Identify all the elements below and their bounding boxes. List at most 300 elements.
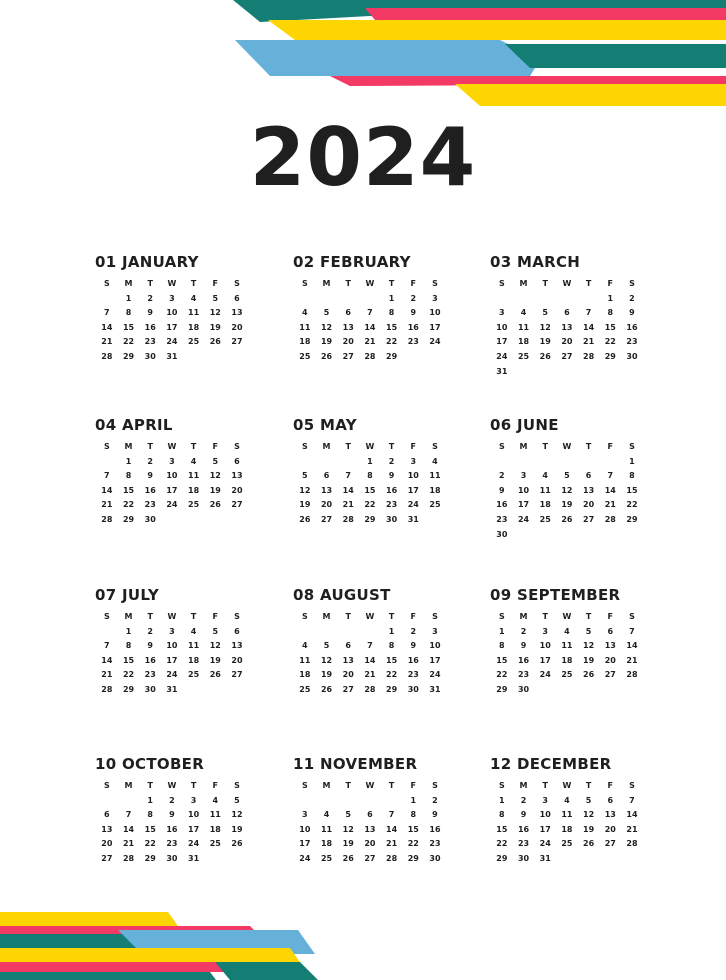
day-cell: 8: [388, 308, 395, 318]
day-cell: 14: [364, 655, 376, 665]
day-cell: 13: [364, 824, 376, 834]
day-cell: 17: [517, 500, 530, 510]
day-cell: 16: [144, 655, 156, 665]
day-cell: 16: [144, 322, 156, 332]
weekday-label: S: [234, 781, 240, 790]
stripe-red-bottom: [0, 926, 258, 934]
day-cell: 24: [429, 670, 441, 680]
day-cell: 5: [323, 641, 330, 651]
weekday-label: M: [322, 612, 331, 621]
day-cell: 3: [542, 626, 548, 636]
day-cell: 6: [104, 810, 110, 820]
weekday-label: W: [167, 612, 177, 621]
day-cell: 24: [539, 839, 551, 849]
day-cell: 4: [190, 456, 197, 466]
weekday-label: M: [519, 279, 528, 288]
day-cell: 13: [231, 308, 243, 318]
day-cell: 4: [564, 795, 570, 805]
weekday-label: M: [124, 612, 133, 621]
day-cell: 8: [499, 810, 505, 820]
day-cell: 21: [364, 337, 376, 347]
day-cell: 5: [234, 795, 240, 805]
day-cell: 8: [125, 308, 132, 318]
day-cell: 21: [101, 337, 113, 347]
weekday-label: S: [103, 612, 110, 621]
weekday-label: S: [629, 442, 635, 451]
day-cell: 20: [342, 337, 354, 347]
day-cell: 10: [496, 322, 508, 332]
day-cell: 21: [101, 500, 113, 510]
day-cell: 6: [234, 626, 240, 636]
stripe-blue-bottom: [118, 930, 315, 954]
stripe-teal-bottom-2: [215, 962, 318, 980]
day-cell: 9: [147, 308, 153, 318]
weekday-label: W: [365, 781, 375, 790]
day-cell: 11: [561, 810, 573, 820]
day-cell: 11: [299, 322, 311, 332]
stripe-yellow-top: [268, 20, 726, 40]
day-cell: 13: [101, 824, 113, 834]
day-cell: 11: [188, 308, 200, 318]
day-cell: 19: [539, 337, 551, 347]
day-cell: 23: [429, 839, 441, 849]
day-cell: 4: [542, 471, 548, 481]
day-cell: 24: [407, 500, 419, 510]
day-cell: 12: [209, 641, 221, 651]
day-cell: 10: [517, 485, 530, 495]
month-october: [96, 755, 246, 867]
day-cell: 29: [496, 853, 508, 863]
weekday-label: S: [498, 781, 505, 790]
weekday-label: F: [212, 612, 219, 621]
weekday-label: M: [124, 279, 133, 288]
day-cell: 15: [364, 485, 376, 495]
weekday-label: S: [629, 612, 635, 621]
day-cell: 11: [188, 641, 200, 651]
day-cell: 8: [367, 471, 373, 481]
month-title: 06 JUNE: [490, 416, 559, 434]
day-cell: 10: [166, 471, 178, 481]
day-grid: [96, 610, 246, 698]
weekday-label: S: [301, 442, 308, 451]
day-cell: 5: [302, 471, 308, 481]
day-cell: 21: [122, 839, 135, 849]
day-cell: 9: [629, 308, 635, 318]
day-cell: 19: [320, 337, 333, 347]
day-cell: 10: [539, 810, 551, 820]
day-cell: 21: [626, 655, 638, 665]
day-cell: 24: [188, 839, 200, 849]
day-cell: 4: [212, 795, 219, 805]
weekday-label: T: [585, 442, 592, 451]
day-cell: 19: [299, 500, 311, 510]
day-cell: 25: [561, 670, 573, 680]
day-cell: 17: [188, 824, 200, 834]
day-cell: 2: [499, 471, 505, 481]
day-cell: 25: [539, 514, 551, 524]
day-cell: 27: [231, 337, 243, 347]
stripe-teal-bottom-3: [0, 972, 216, 980]
day-cell: 23: [407, 670, 419, 680]
day-cell: 31: [496, 366, 508, 376]
day-cell: 12: [583, 810, 595, 820]
day-cell: 31: [166, 351, 178, 361]
weekday-label: F: [212, 781, 219, 790]
day-cell: 28: [364, 684, 376, 694]
day-cell: 11: [539, 485, 551, 495]
day-cell: 14: [101, 655, 113, 665]
day-cell: 27: [231, 670, 243, 680]
weekday-label: M: [519, 442, 528, 451]
day-cell: 2: [147, 293, 153, 303]
day-cell: 14: [101, 485, 113, 495]
day-cell: 15: [407, 824, 419, 834]
day-cell: 25: [299, 351, 311, 361]
weekday-label: F: [410, 612, 417, 621]
day-cell: 17: [429, 322, 441, 332]
day-cell: 15: [604, 322, 616, 332]
weekday-label: W: [562, 442, 572, 451]
day-cell: 15: [144, 824, 156, 834]
month-title: 08 AUGUST: [293, 586, 391, 604]
month-december: [491, 755, 641, 867]
day-cell: 27: [604, 839, 616, 849]
month-title: 09 SEPTEMBER: [490, 586, 621, 604]
day-cell: 16: [626, 322, 638, 332]
stripe-teal-mid: [505, 44, 726, 68]
day-cell: 31: [429, 684, 441, 694]
day-cell: 18: [209, 824, 221, 834]
day-cell: 27: [342, 351, 354, 361]
day-cell: 24: [539, 670, 551, 680]
weekday-label: W: [167, 279, 177, 288]
day-cell: 7: [585, 308, 592, 318]
day-cell: 25: [209, 839, 221, 849]
day-cell: 20: [231, 485, 243, 495]
year-title: 2024: [249, 111, 477, 204]
day-cell: 27: [342, 684, 354, 694]
day-cell: 6: [564, 308, 570, 318]
day-cell: 21: [101, 670, 113, 680]
day-cell: 23: [144, 500, 156, 510]
day-cell: 27: [604, 670, 616, 680]
day-grid: [96, 779, 246, 867]
day-cell: 4: [432, 456, 438, 466]
weekday-label: S: [301, 612, 308, 621]
day-cell: 9: [410, 641, 417, 651]
day-cell: 7: [367, 641, 373, 651]
day-cell: 23: [517, 670, 530, 680]
day-cell: 18: [539, 500, 551, 510]
stripe-red-top: [365, 8, 726, 32]
stripe-yellow-bottom: [0, 912, 178, 926]
day-cell: 4: [302, 641, 308, 651]
day-cell: 17: [299, 839, 311, 849]
weekday-label: T: [542, 781, 548, 790]
weekday-label: M: [519, 612, 528, 621]
day-cell: 1: [147, 795, 153, 805]
day-cell: 2: [388, 456, 395, 466]
day-cell: 3: [520, 471, 527, 481]
day-cell: 16: [517, 824, 530, 834]
weekday-label: T: [147, 279, 153, 288]
day-cell: 27: [364, 853, 376, 863]
day-cell: 17: [539, 655, 551, 665]
day-cell: 20: [561, 337, 573, 347]
weekday-label: M: [322, 442, 331, 451]
day-cell: 5: [542, 308, 548, 318]
weekday-label: T: [585, 279, 592, 288]
day-cell: 10: [429, 308, 441, 318]
day-cell: 29: [122, 514, 135, 524]
day-cell: 30: [517, 853, 530, 863]
day-cell: 28: [101, 351, 113, 361]
day-cell: 3: [169, 293, 175, 303]
day-cell: 2: [147, 456, 153, 466]
day-cell: 20: [231, 655, 243, 665]
weekday-label: S: [234, 279, 240, 288]
month-title: 07 JULY: [95, 586, 160, 604]
weekday-label: W: [562, 279, 572, 288]
day-cell: 3: [190, 795, 197, 805]
weekday-label: T: [345, 442, 351, 451]
day-cell: 21: [386, 839, 398, 849]
day-cell: 31: [539, 853, 551, 863]
weekday-label: S: [103, 442, 110, 451]
month-title: 05 MAY: [293, 416, 357, 434]
day-cell: 13: [342, 322, 354, 332]
day-cell: 17: [166, 655, 178, 665]
day-cell: 9: [147, 641, 153, 651]
day-cell: 27: [320, 514, 333, 524]
day-cell: 15: [496, 824, 508, 834]
day-cell: 11: [517, 322, 530, 332]
day-cell: 4: [520, 308, 527, 318]
day-cell: 27: [101, 853, 113, 863]
stripe-red-mid: [330, 76, 726, 86]
weekday-label: T: [388, 612, 395, 621]
month-june: [491, 416, 641, 542]
day-cell: 20: [604, 824, 616, 834]
weekday-label: M: [519, 781, 528, 790]
day-cell: 17: [429, 655, 441, 665]
day-grid: [491, 610, 641, 698]
day-cell: 7: [125, 810, 132, 820]
weekday-label: W: [365, 612, 375, 621]
day-cell: 30: [626, 351, 638, 361]
weekday-label: S: [234, 442, 240, 451]
day-cell: 8: [410, 810, 417, 820]
day-cell: 3: [169, 626, 175, 636]
day-cell: 17: [539, 824, 551, 834]
day-cell: 22: [407, 839, 419, 849]
day-cell: 15: [496, 655, 508, 665]
day-cell: 21: [626, 824, 638, 834]
month-july: [96, 586, 246, 698]
day-cell: 15: [122, 485, 135, 495]
day-grid: [491, 277, 641, 379]
weekday-label: S: [629, 279, 635, 288]
weekday-label: T: [388, 442, 395, 451]
day-cell: 6: [607, 626, 614, 636]
day-cell: 18: [561, 824, 573, 834]
day-cell: 22: [122, 337, 135, 347]
weekday-label: S: [498, 612, 505, 621]
day-cell: 21: [604, 500, 616, 510]
weekday-label: T: [345, 612, 351, 621]
day-cell: 19: [583, 824, 595, 834]
day-cell: 11: [209, 810, 221, 820]
day-cell: 23: [496, 514, 508, 524]
weekday-label: T: [147, 612, 153, 621]
bottom-stripes: [0, 912, 318, 980]
day-cell: 12: [299, 485, 311, 495]
weekday-label: M: [124, 781, 133, 790]
day-cell: 26: [561, 514, 573, 524]
day-cell: 3: [302, 810, 308, 820]
day-cell: 16: [407, 322, 419, 332]
day-cell: 23: [626, 337, 638, 347]
day-cell: 4: [302, 308, 308, 318]
day-cell: 5: [585, 795, 592, 805]
stripe-yellow-mid: [455, 84, 726, 106]
day-cell: 14: [364, 322, 376, 332]
day-cell: 29: [626, 514, 638, 524]
day-cell: 23: [517, 839, 530, 849]
day-cell: 6: [367, 810, 373, 820]
weekday-label: S: [103, 781, 110, 790]
day-cell: 19: [342, 839, 354, 849]
day-cell: 2: [147, 626, 153, 636]
day-cell: 8: [147, 810, 153, 820]
day-cell: 3: [410, 456, 417, 466]
day-cell: 29: [122, 684, 135, 694]
day-cell: 16: [517, 655, 530, 665]
day-cell: 17: [407, 485, 419, 495]
day-grid: [294, 610, 444, 698]
day-cell: 15: [626, 485, 638, 495]
stripe-blue: [235, 40, 540, 76]
day-cell: 16: [144, 485, 156, 495]
day-cell: 9: [388, 471, 395, 481]
day-cell: 7: [388, 810, 395, 820]
month-title: 01 JANUARY: [95, 253, 199, 271]
day-cell: 12: [583, 641, 595, 651]
day-cell: 19: [209, 485, 221, 495]
day-cell: 3: [542, 795, 548, 805]
weekday-label: T: [542, 442, 548, 451]
day-cell: 7: [367, 308, 373, 318]
weekday-label: S: [432, 781, 438, 790]
day-cell: 1: [367, 456, 373, 466]
weekday-label: F: [607, 612, 614, 621]
day-cell: 3: [499, 308, 505, 318]
day-cell: 2: [629, 293, 635, 303]
day-cell: 26: [231, 839, 243, 849]
day-cell: 11: [429, 471, 441, 481]
day-cell: 29: [144, 853, 156, 863]
weekday-label: T: [388, 279, 395, 288]
day-cell: 7: [629, 795, 635, 805]
day-cell: 11: [299, 655, 311, 665]
day-cell: 16: [407, 655, 419, 665]
weekday-label: F: [410, 781, 417, 790]
day-cell: 17: [166, 322, 178, 332]
day-cell: 27: [583, 514, 595, 524]
day-cell: 14: [101, 322, 113, 332]
day-grid: [294, 779, 444, 867]
day-cell: 8: [125, 641, 132, 651]
day-cell: 25: [188, 670, 200, 680]
day-cell: 29: [496, 684, 508, 694]
month-february: [294, 253, 444, 365]
day-cell: 18: [188, 655, 200, 665]
day-cell: 13: [604, 641, 616, 651]
day-cell: 12: [231, 810, 243, 820]
day-cell: 9: [520, 641, 527, 651]
day-grid: [294, 277, 444, 365]
weekday-label: S: [432, 442, 438, 451]
day-cell: 31: [188, 853, 200, 863]
day-cell: 25: [429, 500, 441, 510]
weekday-label: W: [365, 442, 375, 451]
day-cell: 15: [122, 655, 135, 665]
day-cell: 14: [342, 485, 354, 495]
day-cell: 19: [209, 322, 221, 332]
day-cell: 23: [144, 337, 156, 347]
month-november: [294, 755, 444, 867]
month-title: 03 MARCH: [490, 253, 581, 271]
day-cell: 20: [583, 500, 595, 510]
day-cell: 26: [320, 351, 333, 361]
weekday-label: F: [410, 442, 417, 451]
day-cell: 30: [429, 853, 441, 863]
day-cell: 26: [342, 853, 354, 863]
day-cell: 20: [231, 322, 243, 332]
weekday-label: T: [345, 279, 351, 288]
day-cell: 5: [212, 293, 219, 303]
day-cell: 13: [604, 810, 616, 820]
stripe-red-bottom-2: [0, 962, 248, 972]
day-cell: 22: [496, 670, 508, 680]
day-cell: 28: [122, 853, 135, 863]
weekday-label: W: [562, 612, 572, 621]
stripe-yellow-bottom-2: [0, 948, 300, 962]
day-cell: 1: [410, 795, 417, 805]
month-title: 10 OCTOBER: [95, 755, 205, 773]
day-cell: 31: [166, 684, 178, 694]
day-cell: 29: [604, 351, 616, 361]
day-cell: 25: [320, 853, 333, 863]
day-cell: 18: [320, 839, 333, 849]
day-cell: 5: [585, 626, 592, 636]
day-cell: 14: [626, 810, 638, 820]
day-cell: 28: [604, 514, 616, 524]
day-cell: 16: [429, 824, 441, 834]
weekday-label: W: [365, 279, 375, 288]
day-cell: 6: [585, 471, 592, 481]
weekday-label: S: [432, 612, 438, 621]
day-cell: 8: [629, 471, 635, 481]
day-grid: [294, 440, 444, 528]
day-cell: 12: [342, 824, 354, 834]
day-cell: 30: [517, 684, 530, 694]
day-cell: 8: [607, 308, 614, 318]
day-cell: 22: [386, 337, 398, 347]
day-cell: 26: [299, 514, 311, 524]
day-cell: 24: [166, 337, 178, 347]
day-cell: 10: [166, 641, 178, 651]
